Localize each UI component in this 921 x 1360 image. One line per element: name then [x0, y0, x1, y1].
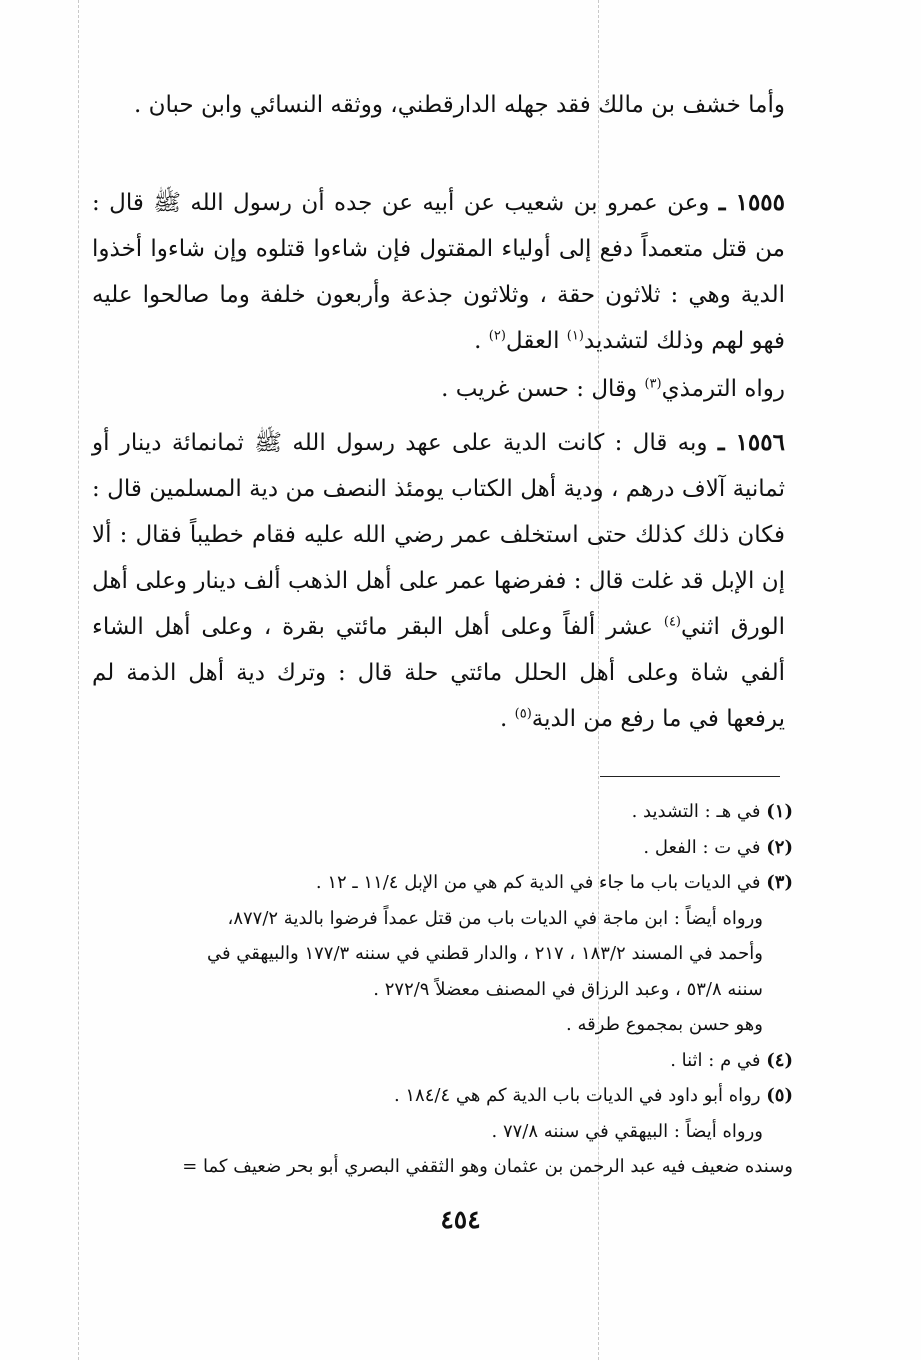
footnote-text: في هـ : التشديد .	[631, 801, 767, 822]
footnote-number: (٣)	[766, 872, 793, 893]
hadith-1556	[92, 420, 785, 742]
hadith-number: ١٥٥٦ ـ	[717, 429, 785, 456]
footnote-text: في الديات باب ما جاء في الدية كم هي من الإبل ١١/٤ ـ ١٢ .	[315, 872, 767, 893]
page-number: ٤٥٤	[440, 1205, 481, 1234]
hadith-text: .	[474, 328, 489, 354]
footnote-number: (٢)	[766, 836, 793, 858]
hadith-text: عشر ألفاً وعلى أهل البقر مائتي بقرة ، وعلى أهل الشاء ألفي شاة وعلى أهل الحلل مائتي حلة قال : وترك دية أهل الذمة لم يرفعها في ما رفع من الدية	[92, 614, 785, 732]
footnote-text: في م : اثنا .	[670, 1049, 767, 1071]
footnote-3-line: سننه ٥٣/٨ ، وعبد الرزاق في المصنف معضلاً ٢٧٢/٩ .	[373, 978, 763, 1000]
hadith-text: العقل	[505, 328, 567, 354]
hadith-number: ١٥٥٥ ـ	[718, 189, 786, 216]
footnote-number: (١)	[766, 801, 793, 822]
hadith-1555	[92, 180, 785, 364]
footnotes	[86, 794, 793, 1185]
footnote-ref[interactable]: (٣)	[644, 376, 662, 392]
hadith-text: وبه قال : كانت الدية على عهد رسول الله ﷺ ثمانمائة دينار أو ثمانية آلاف درهم ، ودية أهل الكتاب يومئذ النصف من دية المسلمين قال : فكان ذلك كذلك حتى استخلف عمر رضي الله عليه فقام خطيباً فقال : ألا إن الإبل قد غلت قال : ففرضها عمر على أهل الذهب ألف دينار وعلى أهل الورق اثني	[92, 430, 785, 640]
footnote-5	[86, 1078, 793, 1114]
footnote-3-line: ورواه أيضاً : ابن ماجة في الديات باب من قتل عمداً فرضوا بالدية ٨٧٧/٢،	[227, 907, 763, 929]
narration-line	[92, 366, 785, 412]
footnote-2	[86, 830, 793, 866]
hadith-text: وعن عمرو بن شعيب عن أبيه عن جده أن رسول الله ﷺ قال : من قتل متعمداً دفع إلى أولياء المقتول فإن شاءوا قتلوه وإن شاءوا أخذوا الدية وهي : ثلاثون حقة ، وثلاثون جذعة وأربعون خلفة وما صالحوا عليه فهو لهم وذلك لتشديد	[92, 190, 785, 354]
fold-line	[78, 0, 79, 1360]
footnote-ref[interactable]: (٥)	[514, 706, 532, 722]
hadith-text: .	[500, 706, 515, 732]
footnote-text: رواه أبو داود في الديات باب الدية كم هي ١٨٤/٤ .	[393, 1085, 767, 1106]
footnote-number: (٤)	[766, 1049, 793, 1071]
carryover-text: وأما خشف بن مالك فقد جهله الدارقطني، ووثقه النسائي وابن حبان .	[133, 92, 785, 118]
carryover-paragraph	[92, 82, 785, 128]
footnote-1	[86, 794, 793, 830]
footnote-3-line: وأحمد في المسند ١٨٣/٢ ، ٢١٧ ، والدار قطني في سننه ١٧٧/٣ والبيهقي في	[206, 943, 763, 964]
footnote-5-line: وسنده ضعيف فيه عبد الرحمن بن عثمان وهو الثقفي البصري أبو بحر ضعيف كما =	[182, 1156, 793, 1177]
footnote-text: في ت : الفعل .	[643, 836, 767, 858]
footnote-ref[interactable]: (٢)	[488, 328, 506, 344]
footnote-number: (٥)	[766, 1085, 793, 1106]
narration-text: وقال : حسن غريب .	[441, 376, 645, 402]
footnote-ref[interactable]: (٤)	[663, 614, 681, 630]
footnote-5-line: ورواه أيضاً : البيهقي في سننه ٧٧/٨ .	[491, 1120, 763, 1142]
footnote-3	[86, 865, 793, 901]
footnote-separator	[600, 776, 780, 777]
footnote-4	[86, 1043, 793, 1079]
footnote-ref[interactable]: (١)	[566, 328, 584, 344]
narration-text: رواه الترمذي	[661, 376, 785, 402]
footnote-3-line: وهو حسن بمجموع طرقه .	[566, 1014, 763, 1035]
